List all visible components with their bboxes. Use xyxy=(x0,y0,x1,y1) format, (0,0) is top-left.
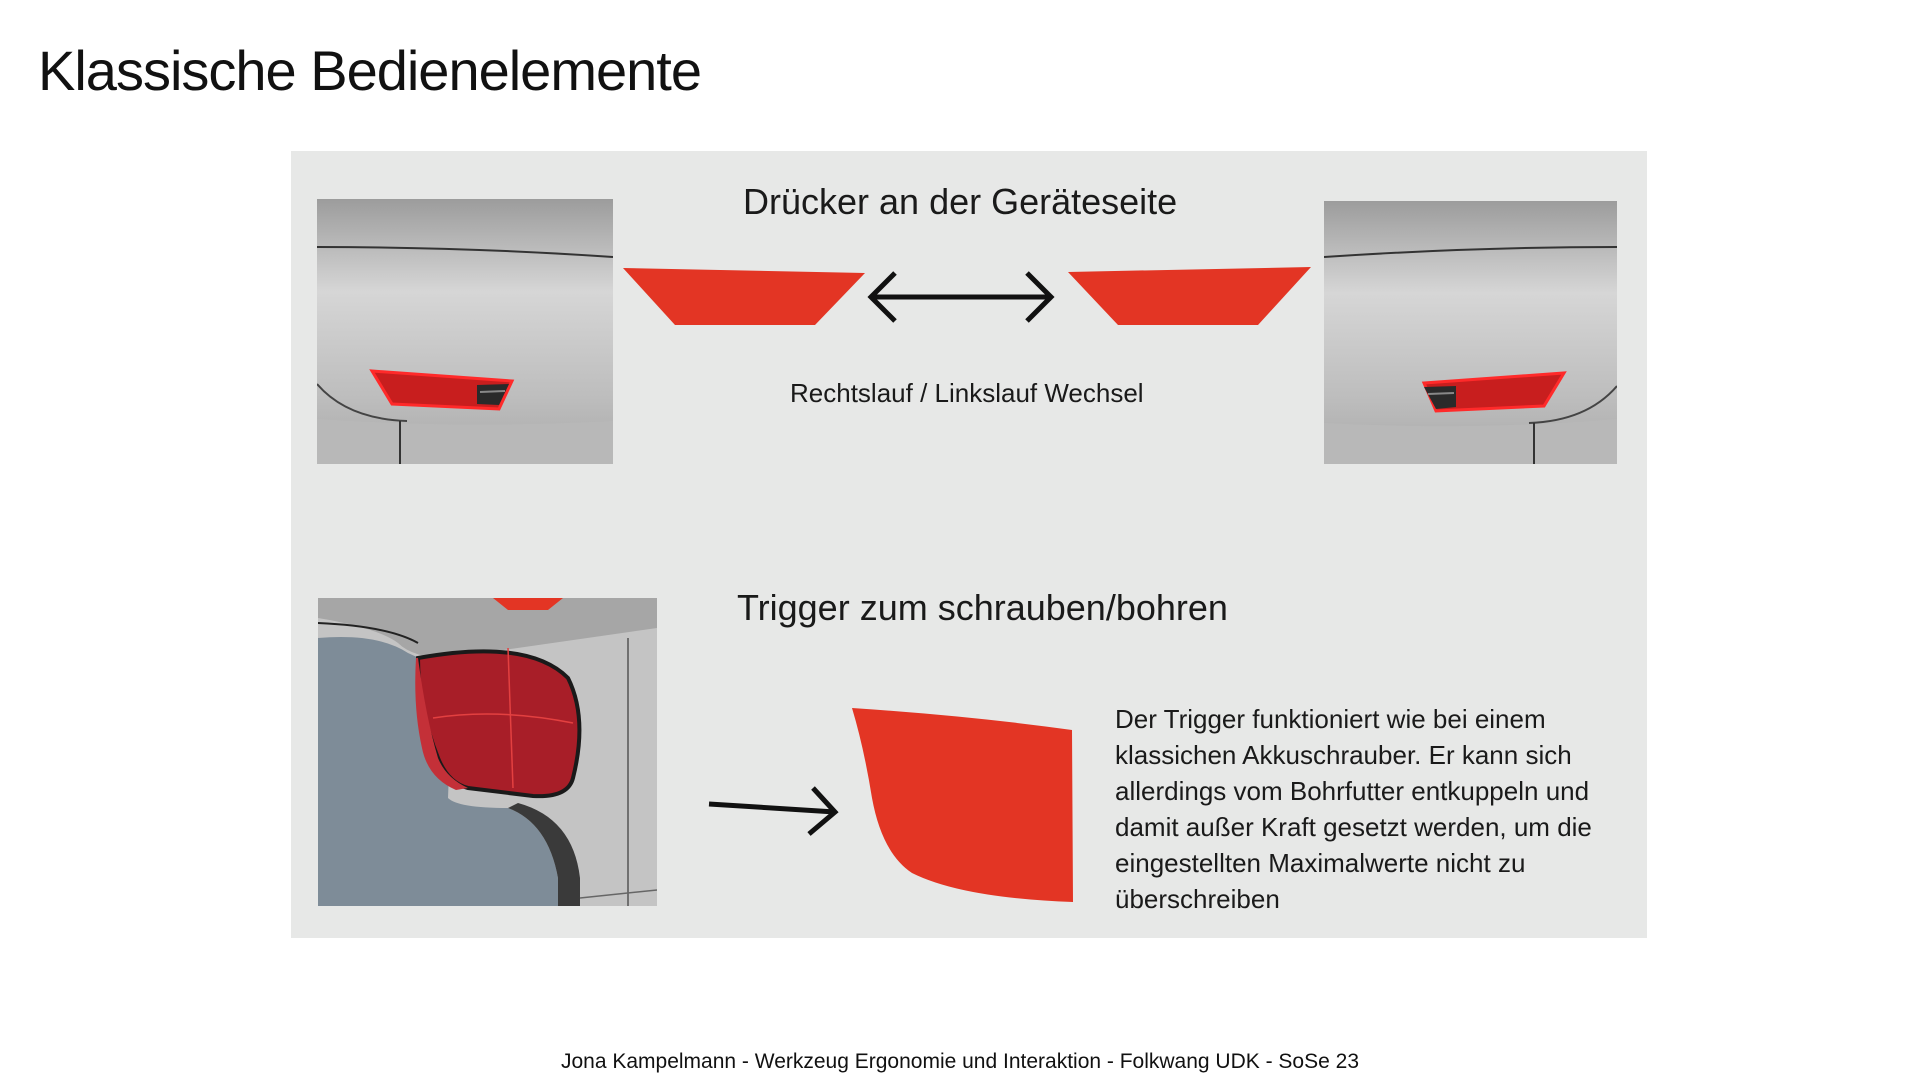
button-shape-left xyxy=(623,268,865,325)
arrow-right-icon xyxy=(705,782,841,838)
top-section-caption: Rechtslauf / Linkslauf Wechsel xyxy=(790,378,1144,408)
description-line: klassichen Akkuschrauber. Er kann sich xyxy=(1115,740,1572,770)
trigger-render xyxy=(318,598,657,906)
side-button-render-right xyxy=(1324,201,1617,464)
slide-title: Klassische Bedienelemente xyxy=(38,39,701,102)
description-line: überschreiben xyxy=(1115,884,1280,914)
bottom-section-heading: Trigger zum schrauben/bohren xyxy=(737,587,1228,628)
button-shape-right xyxy=(1068,267,1311,325)
double-arrow-icon xyxy=(865,269,1057,325)
description-line: allerdings vom Bohrfutter entkuppeln und xyxy=(1115,776,1590,806)
description-line: eingestellten Maximalwerte nicht zu xyxy=(1115,848,1526,878)
top-section-heading: Drücker an der Geräteseite xyxy=(743,181,1178,222)
content-panel xyxy=(291,151,1647,938)
description-line: damit außer Kraft gesetzt werden, um die xyxy=(1115,812,1592,842)
trigger-shape xyxy=(852,708,1073,902)
description-line: Der Trigger funktioniert wie bei einem xyxy=(1115,704,1546,734)
slide-footer: Jona Kampelmann - Werkzeug Ergonomie und Interaktion - Folkwang UDK - SoSe 23 xyxy=(560,1050,1359,1073)
trigger-description xyxy=(1115,701,1645,917)
side-button-render-left xyxy=(317,199,613,464)
